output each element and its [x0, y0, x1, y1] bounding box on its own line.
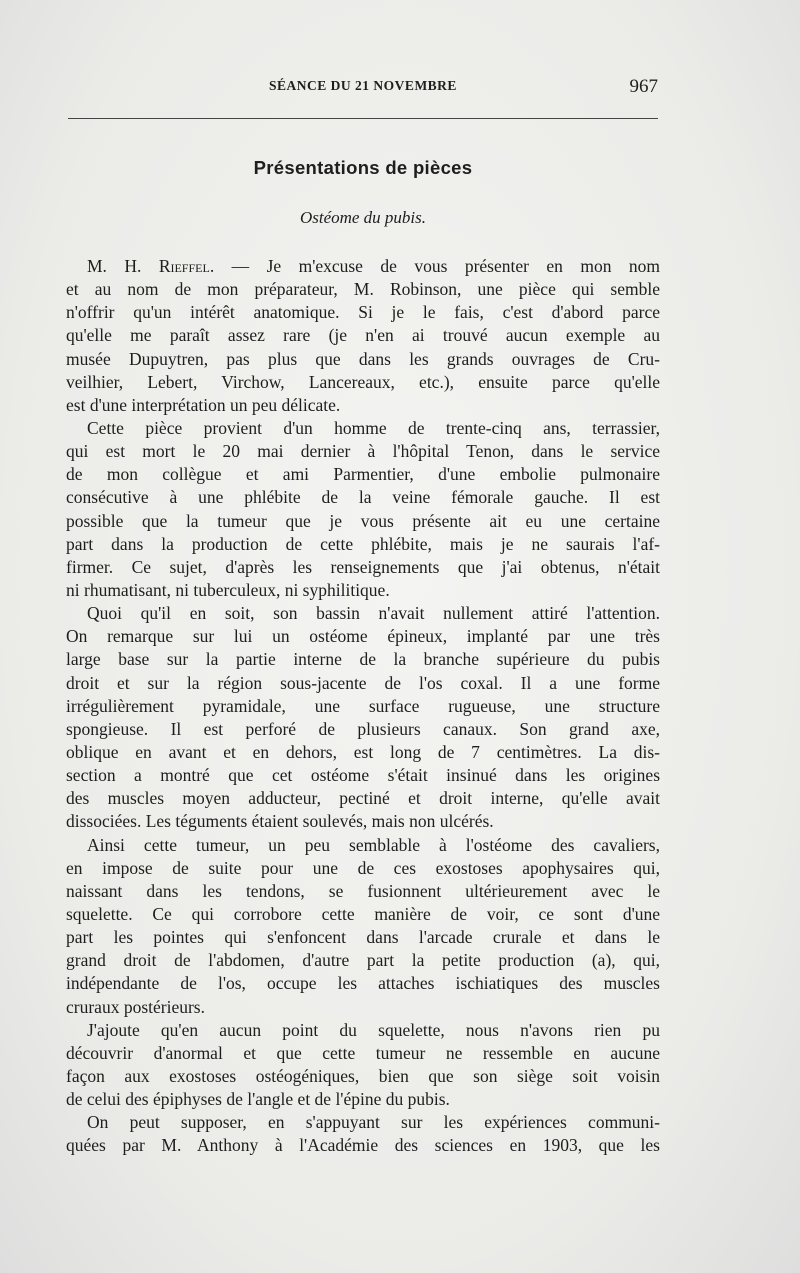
- section-title: Présentations de pièces: [253, 157, 473, 178]
- text-line: On remarque sur lui un ostéome épineux, implanté par une très: [66, 626, 660, 647]
- text-line: section a montré que cet ostéome s'était insinué dans les origines: [66, 765, 660, 786]
- text-line: découvrir d'anormal et que cette tumeur ne ressemble en aucune: [66, 1042, 660, 1063]
- text-line: large base sur la partie interne de la branche supérieure du pubis: [66, 649, 660, 670]
- text-line: Ainsi cette tumeur, un peu semblable à l'ostéome des cavaliers,: [87, 834, 660, 855]
- text-line: part les pointes qui s'enfoncent dans l'arcade crurale et dans le: [66, 927, 660, 948]
- text-line: firmer. Ce sujet, d'après les renseignements que j'ai obtenus, n'était: [66, 556, 660, 577]
- text-line: J'ajoute qu'en aucun point du squelette, nous n'avons rien pu: [87, 1019, 660, 1040]
- text-line: quées par M. Anthony à l'Académie des sciences en 1903, que les: [66, 1135, 660, 1156]
- text-line: part dans la production de cette phlébite, mais je ne saurais l'af-: [66, 533, 660, 554]
- text-line: M. H. Rieffel. — Je m'excuse de vous présenter en mon nom: [87, 256, 660, 276]
- text-line: possible que la tumeur que je vous présente ait eu une certaine: [66, 510, 660, 531]
- text-line: cruraux postérieurs.: [66, 996, 205, 1017]
- page-number: 967: [629, 76, 658, 97]
- text-line: est d'une interprétation un peu délicate.: [66, 394, 341, 415]
- text-line: veilhier, Lebert, Virchow, Lancereaux, etc.), ensuite parce qu'elle: [66, 371, 660, 392]
- text-line: squelette. Ce qui corrobore cette manière de voir, ce sont d'une: [66, 903, 660, 924]
- text-line: en impose de suite pour une de ces exostoses apophysaires qui,: [66, 857, 660, 878]
- text-line: indépendante de l'os, occupe les attaches ischiatiques des muscles: [66, 973, 660, 994]
- author-name: Rieffel.: [158, 256, 215, 276]
- header-rule: [68, 118, 658, 119]
- text-line: qu'elle me paraît assez rare (je n'en ai trouvé aucun exemple au: [66, 325, 660, 346]
- text-line: dissociées. Les téguments étaient soulevés, mais non ulcérés.: [66, 811, 494, 832]
- text-line: consécutive à une phlébite de la veine fémorale gauche. Il est: [66, 487, 660, 508]
- text-line: et au nom de mon préparateur, M. Robinson, une pièce qui semble: [66, 279, 660, 300]
- article-body: [66, 255, 660, 1157]
- text-line: qui est mort le 20 mai dernier à l'hôpital Tenon, dans le service: [66, 441, 660, 462]
- running-head: [66, 74, 660, 104]
- article-subtitle: Ostéome du pubis.: [299, 208, 427, 227]
- text-line: de celui des épiphyses de l'angle et de l'épine du pubis.: [66, 1089, 450, 1110]
- text-line: façon aux exostoses ostéogéniques, bien que son siège soit voisin: [66, 1065, 660, 1086]
- text-line: grand droit de l'abdomen, d'autre part la petite production (a), qui,: [66, 950, 660, 971]
- text-line: droit et sur la région sous-jacente de l'os coxal. Il a une forme: [66, 672, 660, 693]
- text-line: de mon collègue et ami Parmentier, d'une embolie pulmonaire: [66, 464, 660, 485]
- text-line: On peut supposer, en s'appuyant sur les expériences communi-: [87, 1112, 660, 1133]
- text-line: ni rhumatisant, ni tuberculeux, ni syphilitique.: [66, 579, 390, 600]
- text-line: Quoi qu'il en soit, son bassin n'avait nullement attiré l'attention.: [87, 603, 660, 624]
- running-title: SÉANCE DU 21 NOVEMBRE: [269, 78, 457, 93]
- text-line: n'offrir qu'un intérêt anatomique. Si je le fais, c'est d'abord parce: [66, 302, 660, 323]
- text-line: musée Dupuytren, pas plus que dans les grands ouvrages de Cru-: [66, 348, 660, 369]
- text-line: spongieuse. Il est perforé de plusieurs canaux. Son grand axe,: [66, 718, 660, 739]
- text-line: Cette pièce provient d'un homme de trente-cinq ans, terrassier,: [87, 417, 660, 438]
- text-line: naissant dans les tendons, se fusionnent ultérieurement avec le: [66, 880, 660, 901]
- text-line: des muscles moyen adducteur, pectiné et droit interne, qu'elle avait: [66, 788, 660, 809]
- text-line: irrégulièrement pyramidale, une surface rugueuse, une structure: [66, 695, 660, 716]
- text-line: oblique en avant et en dehors, est long de 7 centimètres. La dis-: [66, 741, 660, 762]
